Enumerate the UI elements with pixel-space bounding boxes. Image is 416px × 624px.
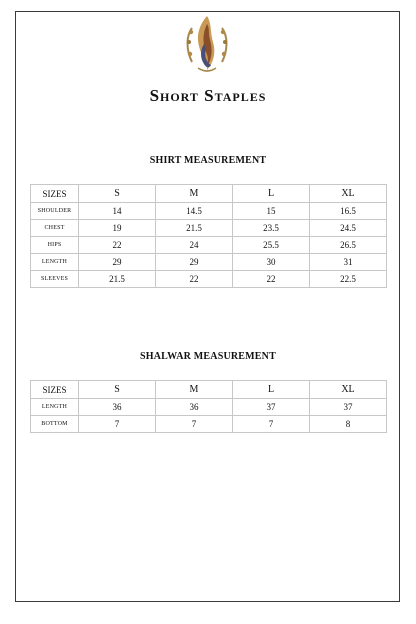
- header-cell: L: [233, 185, 310, 203]
- table-cell: 37: [233, 399, 310, 416]
- table-cell: 19: [79, 220, 156, 237]
- row-label: CHEST: [31, 220, 79, 237]
- table-cell: 14.5: [156, 203, 233, 220]
- table-cell: 29: [156, 254, 233, 271]
- table-cell: 16.5: [310, 203, 387, 220]
- table-row: [31, 237, 387, 254]
- table-cell: 8: [310, 416, 387, 433]
- shirt-measurement-table: [30, 184, 387, 288]
- brand-title: Short Staples: [149, 86, 267, 105]
- row-label: SHOULDER: [31, 203, 79, 220]
- table-row: [31, 416, 387, 433]
- table-header-row: [31, 185, 387, 203]
- table-cell: 22.5: [310, 271, 387, 288]
- table-cell: 24.5: [310, 220, 387, 237]
- table-cell: 29: [79, 254, 156, 271]
- table-cell: 26.5: [310, 237, 387, 254]
- table-cell: 22: [79, 237, 156, 254]
- header-cell: L: [233, 381, 310, 399]
- table-cell: 36: [156, 399, 233, 416]
- header-cell: M: [156, 381, 233, 399]
- table-cell: 22: [156, 271, 233, 288]
- table-cell: 24: [156, 237, 233, 254]
- row-label: LENGTH: [31, 399, 79, 416]
- header-cell: XL: [310, 381, 387, 399]
- table-cell: 21.5: [79, 271, 156, 288]
- table-cell: 21.5: [156, 220, 233, 237]
- brand-logo: [182, 10, 232, 78]
- header-cell: SIZES: [31, 185, 79, 203]
- row-label: BOTTOM: [31, 416, 79, 433]
- table-cell: 37: [310, 399, 387, 416]
- table-cell: 31: [310, 254, 387, 271]
- table-cell: 36: [79, 399, 156, 416]
- row-label: HIPS: [31, 237, 79, 254]
- header-cell: SIZES: [31, 381, 79, 399]
- table-cell: 23.5: [233, 220, 310, 237]
- header-cell: M: [156, 185, 233, 203]
- table-row: [31, 220, 387, 237]
- table-cell: 30: [233, 254, 310, 271]
- header-cell: XL: [310, 185, 387, 203]
- header-cell: S: [79, 185, 156, 203]
- table-cell: 25.5: [233, 237, 310, 254]
- table-row: [31, 271, 387, 288]
- shirt-measurement-title: SHIRT MEASUREMENT: [149, 155, 267, 166]
- table-cell: 7: [233, 416, 310, 433]
- table-row: [31, 399, 387, 416]
- table-cell: 15: [233, 203, 310, 220]
- table-row: [31, 254, 387, 271]
- table-cell: 22: [233, 271, 310, 288]
- header-cell: S: [79, 381, 156, 399]
- shalwar-measurement-title: SHALWAR MEASUREMENT: [140, 351, 276, 362]
- table-cell: 7: [79, 416, 156, 433]
- table-cell: 7: [156, 416, 233, 433]
- row-label: LENGTH: [31, 254, 79, 271]
- table-row: [31, 203, 387, 220]
- table-header-row: [31, 381, 387, 399]
- table-cell: 14: [79, 203, 156, 220]
- shalwar-measurement-table: [30, 380, 387, 433]
- row-label: SLEEVES: [31, 271, 79, 288]
